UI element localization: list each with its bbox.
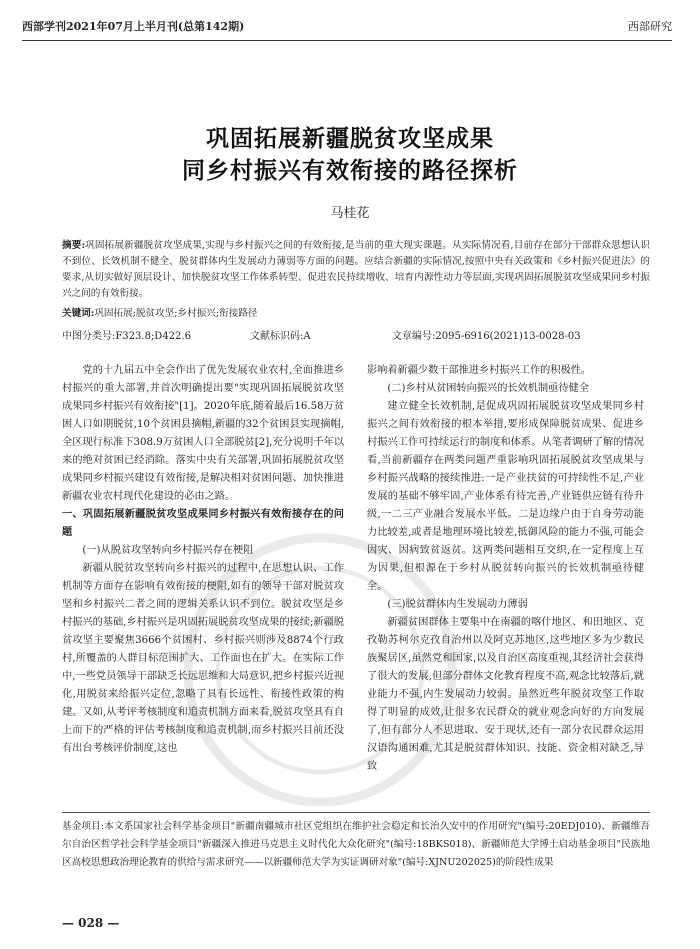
section-heading: 一、巩固拓展新疆脱贫攻坚成果同乡村振兴有效衔接存在的问题: [62, 509, 344, 538]
abstract-label: 摘要:: [62, 240, 86, 251]
clc-number: 中图分类号:F323.8;D422.6: [62, 331, 191, 342]
right-column: [367, 362, 644, 776]
subsection-heading: (三)脱贫群体内生发展动力薄弱: [387, 599, 528, 610]
abstract: [62, 238, 650, 302]
subsection-heading: (二)乡村从贫困转向振兴的长效机制亟待健全: [387, 383, 589, 394]
funding-footnote: 基金项目:本文系国家社会科学基金项目"新疆南疆城市社区党组织在维护社会稳定和长治久安中的作用研究"(编号:20EDJ010)、新疆维吾尔自治区哲学社会科学基金项目"新疆深入推进马克思主义时代化大众化研究"(编号:18BKS018)、新疆师范大学博士启动基金项目"民族地区高校思想政治理论教育的供给与需求研究——以新疆师范大学为实证调研对象"(编号:XJNU202025)的阶段性成果: [62, 821, 650, 868]
title-line-2: 同乡村振兴有效衔接的路径探析: [182, 157, 518, 184]
footnote-rule: [62, 812, 650, 813]
document-code: 文献标识码:A: [250, 331, 311, 342]
running-header: [22, 16, 672, 38]
body-paragraph: 影响着新疆少数干部推进乡村振兴工作的积极性。: [367, 365, 592, 376]
keywords-label: 关键词:: [62, 308, 95, 319]
body-paragraph: 新疆从脱贫攻坚转向乡村振兴的过程中,在思想认识、工作机制等方面存在影响有效衔接的梗阻,如有的领导干部对脱贫攻坚和乡村振兴二者之间的逻辑关系认识不到位。脱贫攻坚是乡村振兴的基础,乡村振兴是巩固拓展脱贫攻坚成果的接续;新疆脱贫攻坚主要聚焦3666个贫困村、乡村振兴则涉及8874个行政村,所覆盖的人群目标范围扩大、工作面也在扩大。在实际工作中,一些党员领导干部缺乏长远思维和大局意识,把乡村振兴近视化,用脱贫来给振兴定位,忽略了具有长远性、衔接性政策的构建。又如,从考评考核制度和追责机制方面来看,脱贫攻坚具有自上而下的严格的评估考核制度和追责机制,而乡村振兴目前还没有出台考核评价制度,这也: [62, 563, 344, 754]
left-column: [62, 362, 344, 758]
keywords-text: 巩固拓展;脱贫攻坚;乡村振兴;衔接路径: [94, 308, 258, 319]
body-paragraph: 党的十九届五中全会作出了优先发展农业农村,全面推进乡村振兴的重大部署,并首次明确提出要"实现巩固拓展脱贫攻坚成果同乡村振兴有效衔接"[1]。2020年底,随着最后16.58万贫困人口如期脱贫,10个贫困县摘帽,新疆的32个贫困县实现摘帽,全区现行标准下308.9万贫困人口全部脱贫[2],充分说明千年以来的绝对贫困已经消除。落实中央有关部署,巩固拓展脱贫攻坚成果同乡村振兴建设有效衔接,是解决相对贫困问题、加快推进新疆农业农村现代化建设的必由之路。: [62, 365, 344, 502]
abstract-text: 巩固拓展新疆脱贫攻坚成果,实现与乡村振兴之间的有效衔接,是当前的重大现实课题。从实际情况看,目前存在部分干部群众思想认识不到位、长效机制不健全、脱贫群体内生发展动力薄弱等方面的问题。应结合新疆的实际情况,按照中央有关政策和《乡村振兴促进法》的要求,从切实做好顶层设计、加快脱贫攻坚工作体系转型、促进农民持续增收、培育内源性动力等层面,实现巩固拓展脱贫攻坚成果同乡村振兴之间的有效衔接。: [62, 240, 650, 299]
keywords: [62, 306, 650, 322]
header-rule: [22, 40, 672, 41]
body-paragraph: 建立健全长效机制,是促成巩固拓展脱贫攻坚成果同乡村振兴之间有效衔接的根本举措,要形成保障脱贫成果、促进乡村振兴工作可持续运行的制度和体系。从笔者调研了解的情况看,当前新疆存在两类问题严重影响巩固拓展脱贫攻坚成果与乡村振兴战略的接续推进:一是产业扶贫的可持续性不足,产业发展的基础不够牢固,产业体系有待完善,产业链供应链有待升级,一二三产业融合发展水平低。二是边缘户由于自身劳动能力比较差,或者是地理环境比较差,抵御风险的能力不强,可能会因灾、因病致贫返贫。这两类问题相互交织,在一定程度上互为因果,但根源在于乡村从脱贫转向振兴的长效机制亟待健全。: [367, 401, 644, 592]
article-number: 文章编号:2095-6916(2021)13-0028-03: [392, 331, 581, 342]
subsection-heading: (一)从脱贫攻坚转向乡村振兴存在梗阻: [82, 545, 254, 556]
section-label: 西部研究: [628, 20, 672, 33]
page-number: — 028 —: [62, 916, 120, 930]
author: 马桂花: [330, 206, 370, 221]
title-line-1: 巩固拓展新疆脱贫攻坚成果: [206, 125, 494, 152]
journal-issue: 西部学刊2021年07月上半月刊(总第142期): [22, 20, 245, 33]
body-paragraph: 新疆贫困群体主要集中在南疆的喀什地区、和田地区、克孜勒苏柯尔克孜自治州以及阿克苏地区,这些地区多为少数民族聚居区,虽然党和国家,以及自治区高度重视,其经济社会获得了很大的发展,但部分群体文化教育程度不高,观念比较落后,就业能力不强,内生发展动力较弱。虽然近些年脱贫攻坚工作取得了明显的成效,让很多农民群众的就业观念向好的方向发展了,但有部分人不思进取、安于现状,还有一部分农民群众运用汉语沟通困难,尤其是脱贫群体知识、技能、资金相对缺乏,导致: [367, 617, 644, 772]
